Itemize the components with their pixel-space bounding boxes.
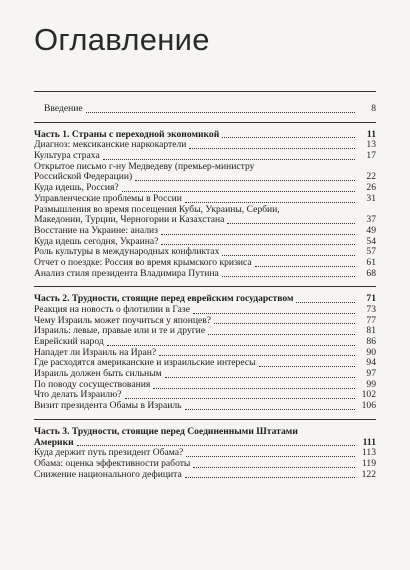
part-3-heading-label: Америки	[34, 437, 74, 448]
dot-leader	[296, 302, 355, 303]
toc-entry[interactable]	[34, 326, 376, 337]
toc-entry-label: Роль культуры в международных конфликтах	[34, 247, 220, 258]
dot-leader	[222, 276, 355, 277]
dot-leader	[125, 398, 355, 399]
dot-leader	[222, 137, 355, 138]
toc-entry[interactable]	[34, 459, 376, 470]
dot-leader	[122, 191, 355, 192]
toc-entry-page-number: 49	[366, 224, 376, 236]
toc-entry[interactable]	[34, 258, 376, 269]
toc-entry[interactable]	[34, 215, 376, 226]
dot-leader	[153, 388, 355, 389]
toc-entry[interactable]	[34, 369, 376, 380]
toc-entry-label: Еврейский народ	[34, 337, 104, 348]
dot-leader	[107, 345, 355, 346]
toc-entry-label: Македонии, Турции, Черногории и Казахстана	[34, 215, 225, 226]
part-3-heading-label: Часть 3. Трудности, стоящие перед Соединенными Штатами	[34, 425, 298, 437]
toc-entry-page-number: 90	[366, 346, 376, 358]
toc-entry-page-number: 37	[366, 214, 376, 226]
toc-entry-page-number: 99	[366, 378, 376, 390]
toc-entry-page-number: 13	[366, 139, 376, 151]
dot-leader	[259, 366, 355, 367]
toc-entry-page-number: 68	[366, 267, 376, 279]
spacer	[34, 412, 376, 419]
toc-entry-page-number: 57	[366, 246, 376, 258]
toc-entry[interactable]	[34, 401, 376, 412]
toc-entry-page-number: 94	[366, 357, 376, 369]
dot-leader	[186, 456, 355, 457]
title-rule	[34, 91, 376, 92]
toc-entry[interactable]	[34, 269, 376, 280]
toc-entry-page-number: 119	[361, 457, 376, 469]
dot-leader	[135, 180, 355, 181]
toc-entry[interactable]	[34, 470, 376, 481]
toc-entry-page-number: 73	[366, 303, 376, 315]
toc-entry[interactable]	[34, 391, 376, 402]
toc-entry	[34, 162, 376, 173]
dot-leader	[185, 409, 356, 410]
toc-entry-label: По поводу сосуществования	[34, 379, 151, 390]
spacer	[34, 123, 376, 130]
part-1-heading[interactable]	[34, 130, 376, 141]
toc-entry[interactable]	[34, 247, 376, 258]
toc-entry-page-number: 102	[361, 389, 376, 401]
toc-entry-label: Куда идешь сегодня, Украина?	[34, 236, 159, 247]
dot-leader	[161, 244, 355, 245]
part-3-heading-page-number: 111	[362, 436, 376, 448]
toc-entry[interactable]	[34, 140, 376, 151]
part-2-heading-page-number: 71	[366, 293, 376, 305]
dot-leader	[193, 467, 355, 468]
spacer	[34, 287, 376, 294]
toc-entry-label: Снижение национального дефицита	[34, 469, 182, 480]
toc-entry-label: Куда идешь, Россия?	[34, 183, 119, 194]
toc-entry[interactable]	[34, 380, 376, 391]
toc-entry-label: Диагноз: мексиканские наркокартели	[34, 140, 187, 151]
toc-entry-label: Израиль должен быть сильным	[34, 369, 162, 380]
toc-entry-label: Управленческие проблемы в России	[34, 193, 182, 204]
spacer	[34, 480, 376, 487]
toc-entry-label: Анализ стиля президента Владимира Путина	[34, 268, 219, 279]
dot-leader	[193, 313, 355, 314]
toc-entry-page-number: 113	[361, 447, 376, 459]
toc-entry-page-number: 122	[361, 468, 376, 480]
toc-entry-page-number: 61	[366, 256, 376, 268]
toc-entry-label: Нападет ли Израиль на Иран?	[34, 347, 157, 358]
dot-leader	[77, 445, 355, 446]
toc-entry-intro-page-number: 8	[371, 102, 376, 114]
toc-entry-label: Отчет о поездке: Россия во время крымского кризиса	[34, 257, 252, 268]
toc-entry-label: Культура страха	[34, 151, 100, 162]
toc-entry[interactable]	[34, 237, 376, 248]
dot-leader	[227, 223, 355, 224]
part-3-heading[interactable]	[34, 438, 376, 449]
toc-entry[interactable]	[34, 316, 376, 327]
page-title: Оглавление	[34, 22, 210, 57]
toc-entry-page-number: 86	[366, 336, 376, 348]
toc-entry-page-number: 17	[366, 150, 376, 162]
toc-entry[interactable]	[34, 183, 376, 194]
part-2-heading[interactable]	[34, 294, 376, 305]
table-of-contents	[34, 104, 376, 487]
toc-entry-intro-label: Введение	[44, 103, 83, 114]
toc-entry-label: Визит президента Обамы в Израиль	[34, 401, 182, 412]
toc-entry-label: Чему Израиль может поучиться у японцев?	[34, 315, 212, 326]
dot-leader	[185, 477, 355, 478]
toc-entry-label: Восстание на Украине: анализ	[34, 225, 158, 236]
dot-leader	[165, 377, 355, 378]
toc-entry-page-number: 81	[366, 325, 376, 337]
toc-entry-label: Израиль: левые, правые или и те и другие	[34, 326, 206, 337]
toc-entry[interactable]	[34, 172, 376, 183]
toc-entry-page-number: 31	[366, 192, 376, 204]
dot-leader	[208, 334, 355, 335]
toc-entry-label: Что делать Израилю?	[34, 390, 122, 401]
part-3-heading	[34, 427, 376, 438]
part-1-heading-page-number: 11	[366, 128, 376, 140]
toc-entry-page-number: 54	[366, 235, 376, 247]
toc-entry[interactable]	[34, 226, 376, 237]
toc-entry[interactable]	[34, 348, 376, 359]
spacer	[34, 279, 376, 286]
dot-leader	[255, 266, 355, 267]
dot-leader	[159, 355, 355, 356]
dot-leader	[103, 159, 355, 160]
toc-entry-label: Реакция на новость о флотилии в Газе	[34, 304, 190, 315]
toc-entry-intro[interactable]	[34, 104, 376, 115]
dot-leader	[161, 234, 355, 235]
toc-entry[interactable]	[34, 305, 376, 316]
toc-entry-label: Открытое письмо г-ну Медведеву (премьер-министру	[34, 160, 255, 172]
toc-entry-label: Обама: оценка эффективности работы	[34, 458, 191, 469]
toc-entry-page-number: 22	[366, 171, 376, 183]
toc-entry-page-number: 106	[361, 400, 376, 412]
dot-leader	[214, 323, 355, 324]
toc-entry[interactable]	[34, 337, 376, 348]
dot-leader	[86, 112, 355, 113]
dot-leader	[189, 148, 355, 149]
dot-leader	[185, 202, 355, 203]
toc-entry	[34, 205, 376, 216]
toc-entry-label: Куда держит путь президент Обама?	[34, 448, 184, 459]
toc-entry[interactable]	[34, 358, 376, 369]
toc-entry-page-number: 97	[366, 368, 376, 380]
toc-entry-label: Российской Федерации)	[34, 172, 133, 183]
part-1-heading-label: Часть 1. Страны с переходной экономикой	[34, 129, 220, 140]
toc-entry[interactable]	[34, 448, 376, 459]
toc-entry-label: Где расходятся американские и израильские интересы	[34, 358, 256, 369]
toc-entry-page-number: 77	[366, 314, 376, 326]
toc-entry-label: Размышления во время посещения Кубы, Украины, Сербии,	[34, 203, 280, 215]
part-2-heading-label: Часть 2. Трудности, стоящие перед еврейским государством	[34, 294, 294, 305]
spacer	[34, 115, 376, 122]
dot-leader	[222, 255, 355, 256]
toc-entry-page-number: 26	[366, 182, 376, 194]
